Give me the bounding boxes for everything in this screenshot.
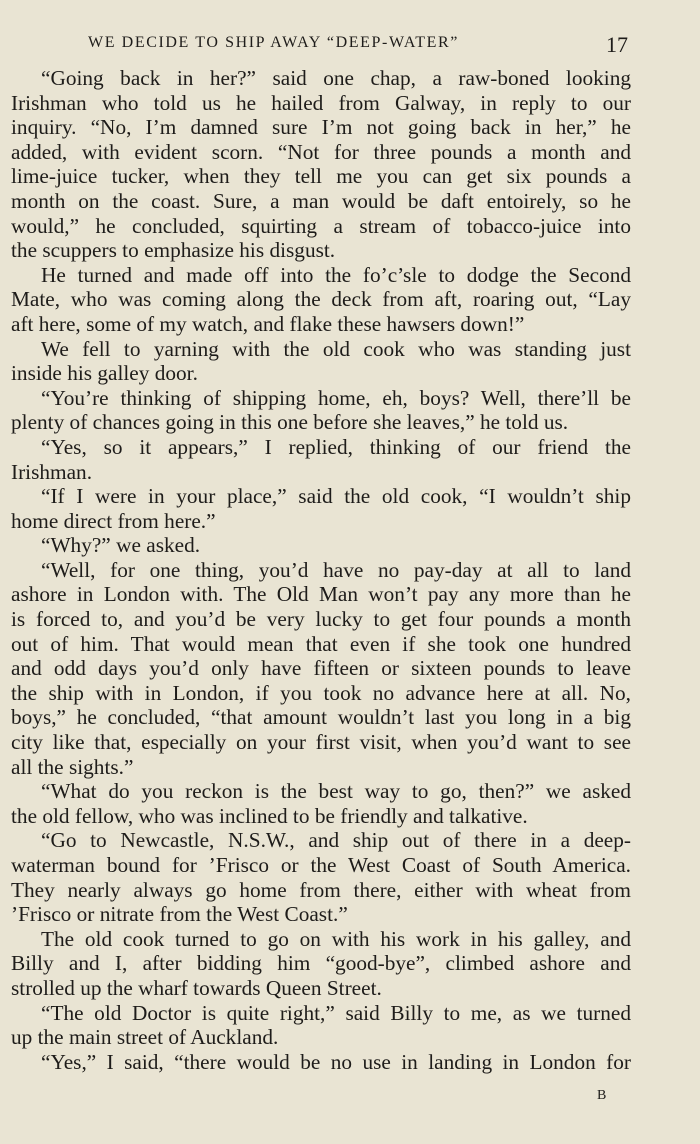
text-line: boys,” he concluded, “that amount wouldn’t last you long in a big — [11, 705, 631, 730]
page-number: 17 — [606, 32, 628, 57]
text-line: We fell to yarning with the old cook who was standing just — [41, 336, 631, 361]
text-line: home direct from here.” — [11, 508, 216, 533]
text-line: ashore in London with. The Old Man won’t pay any more than he — [11, 582, 631, 607]
text-line: and odd days you’d only have fifteen or sixteen pounds to leave — [11, 656, 631, 681]
text-line: city like that, especially on your first visit, when you’d want to see — [11, 730, 631, 755]
text-line: out of him. That would mean that even if she took one hundred — [11, 631, 631, 656]
text-line: The old cook turned to go on with his work in his galley, and — [41, 926, 631, 951]
text-line: Billy and I, after bidding him “good-bye”, climbed ashore and — [11, 951, 631, 976]
text-line: strolled up the wharf towards Queen Street. — [11, 975, 382, 1000]
text-line: month on the coast. Sure, a man would be daft entoirely, so he — [11, 188, 631, 213]
text-line: would,” he concluded, squirting a stream of tobacco-juice into — [11, 213, 631, 238]
text-line: all the sights.” — [11, 754, 134, 779]
text-line: “Why?” we asked. — [41, 533, 201, 558]
text-line: Irishman. — [11, 459, 93, 484]
text-line: He turned and made off into the fo’c’sle to dodge the Second — [41, 262, 631, 287]
text-line: aft here, some of my watch, and flake these hawsers down!” — [11, 311, 525, 336]
text-line: “You’re thinking of shipping home, eh, boys? Well, there’ll be — [41, 385, 631, 410]
text-line: is forced to, and you’d be very lucky to get four pounds a month — [11, 607, 631, 632]
text-line: Irishman who told us he hailed from Galway, in reply to our — [11, 90, 631, 115]
text-line: “What do you reckon is the best way to go, then?” we asked — [41, 779, 631, 804]
text-line: “Yes,” I said, “there would be no use in landing in London for — [41, 1049, 631, 1074]
text-line: ’Frisco or nitrate from the West Coast.” — [11, 902, 348, 927]
text-line: up the main street of Auckland. — [11, 1025, 279, 1050]
text-line: the scuppers to emphasize his disgust. — [11, 238, 336, 263]
text-line: “If I were in your place,” said the old cook, “I wouldn’t ship — [41, 484, 631, 509]
text-line: the old fellow, who was inclined to be friendly and talkative. — [11, 803, 528, 828]
text-line: “Go to Newcastle, N.S.W., and ship out of there in a deep- — [41, 828, 631, 853]
text-line: waterman bound for ’Frisco or the West Coast of South America. — [11, 853, 631, 877]
text-line: “Going back in her?” said one chap, a raw-boned looking — [41, 66, 631, 90]
body-text — [11, 66, 631, 1074]
running-head — [88, 34, 628, 58]
text-line: inquiry. “No, I’m damned sure I’m not going back in her,” he — [11, 115, 631, 140]
text-line: added, with evident scorn. “Not for three pounds a month and — [11, 139, 631, 164]
text-line: lime-juice tucker, when they tell me you can get six pounds a — [11, 164, 631, 189]
signature-mark: B — [597, 1088, 608, 1103]
text-line: plenty of chances going in this one before she leaves,” he told us. — [11, 410, 569, 435]
running-title: WE DECIDE TO SHIP AWAY “DEEP-WATER” — [88, 34, 459, 51]
text-line: “Yes, so it appears,” I replied, thinking of our friend the — [41, 434, 631, 459]
text-line: inside his galley door. — [11, 361, 198, 386]
text-line: They nearly always go home from there, either with wheat from — [11, 877, 631, 902]
text-line: “Well, for one thing, you’d have no pay-day at all to land — [41, 557, 631, 582]
text-line: “The old Doctor is quite right,” said Billy to me, as we turned — [41, 1000, 631, 1025]
text-line: Mate, who was coming along the deck from aft, roaring out, “Lay — [11, 287, 631, 312]
text-line: the ship with in London, if you took no advance here at all. No, — [11, 680, 631, 705]
